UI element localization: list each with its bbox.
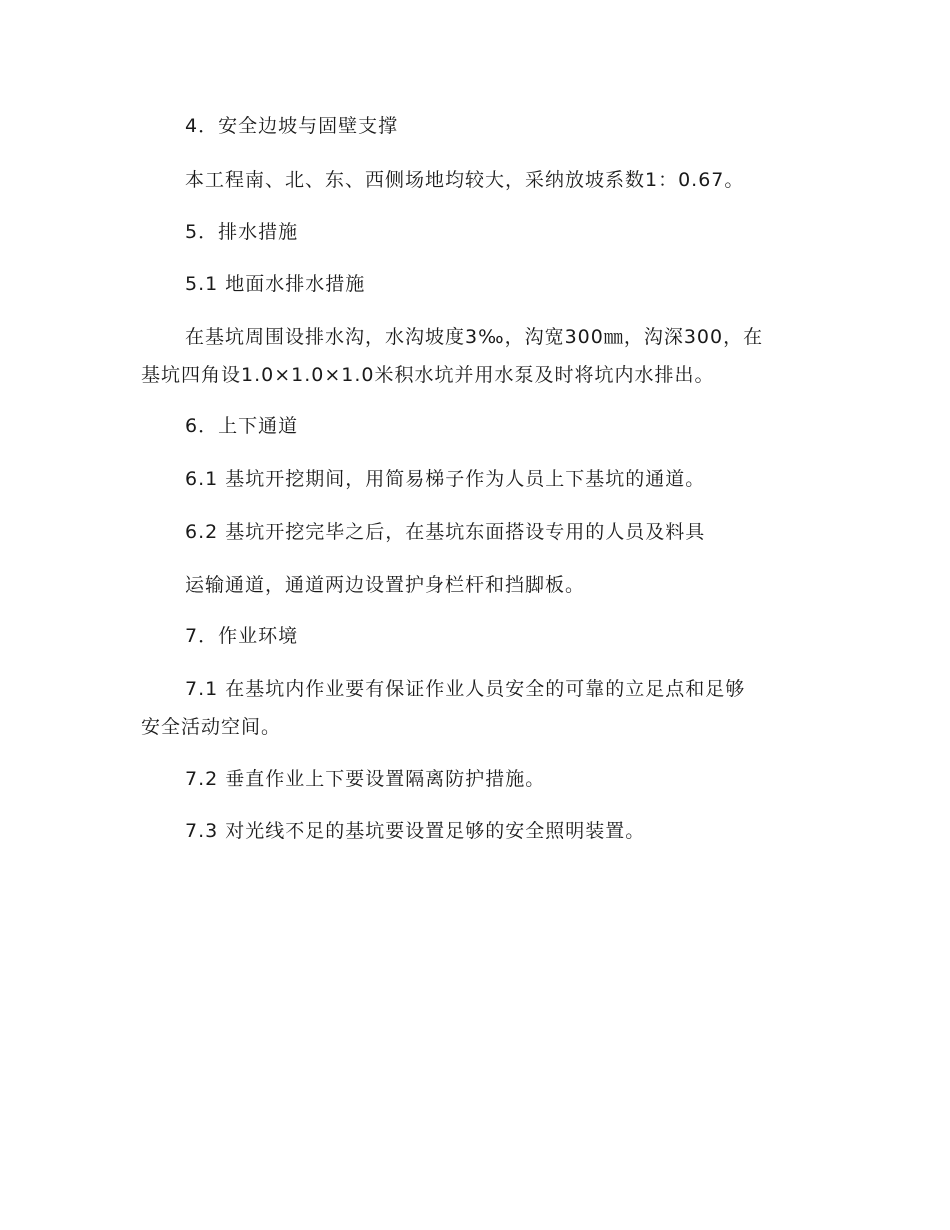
paragraph-access-6-1: 6.1 基坑开挖期间，用简易梯子作为人员上下基坑的通道。 [185,468,706,490]
paragraph-env-7-3: 7.3 对光线不足的基坑要设置足够的安全照明装置。 [185,820,646,842]
heading-work-environment: 7．作业环境 [185,625,299,647]
paragraph-access-6-2-line-1: 6.2 基坑开挖完毕之后，在基坑东面搭设专用的人员及料具 [185,521,706,543]
paragraph-env-7-1-line-1: 7.1 在基坑内作业要有保证作业人员安全的可靠的立足点和足够 [185,678,746,700]
subheading-surface-drainage: 5.1 地面水排水措施 [185,273,366,295]
paragraph-env-7-1-line-2: 安全活动空间。 [141,716,282,738]
paragraph-drainage-line-1: 在基坑周围设排水沟，水沟坡度3‰，沟宽300㎜，沟深300，在 [185,326,764,348]
paragraph-slope-coefficient: 本工程南、北、东、西侧场地均较大，采纳放坡系数1：0.67。 [185,169,745,191]
paragraph-env-7-2: 7.2 垂直作业上下要设置隔离防护措施。 [185,768,546,790]
paragraph-drainage-line-2: 基坑四角设1.0×1.0×1.0米积水坑并用水泵及时将坑内水排出。 [141,364,715,386]
heading-safety-slope: 4．安全边坡与固壁支撑 [185,115,399,137]
paragraph-access-6-2-line-2: 运输通道，通道两边设置护身栏杆和挡脚板。 [185,574,586,596]
heading-access: 6．上下通道 [185,415,299,437]
heading-drainage: 5．排水措施 [185,221,299,243]
